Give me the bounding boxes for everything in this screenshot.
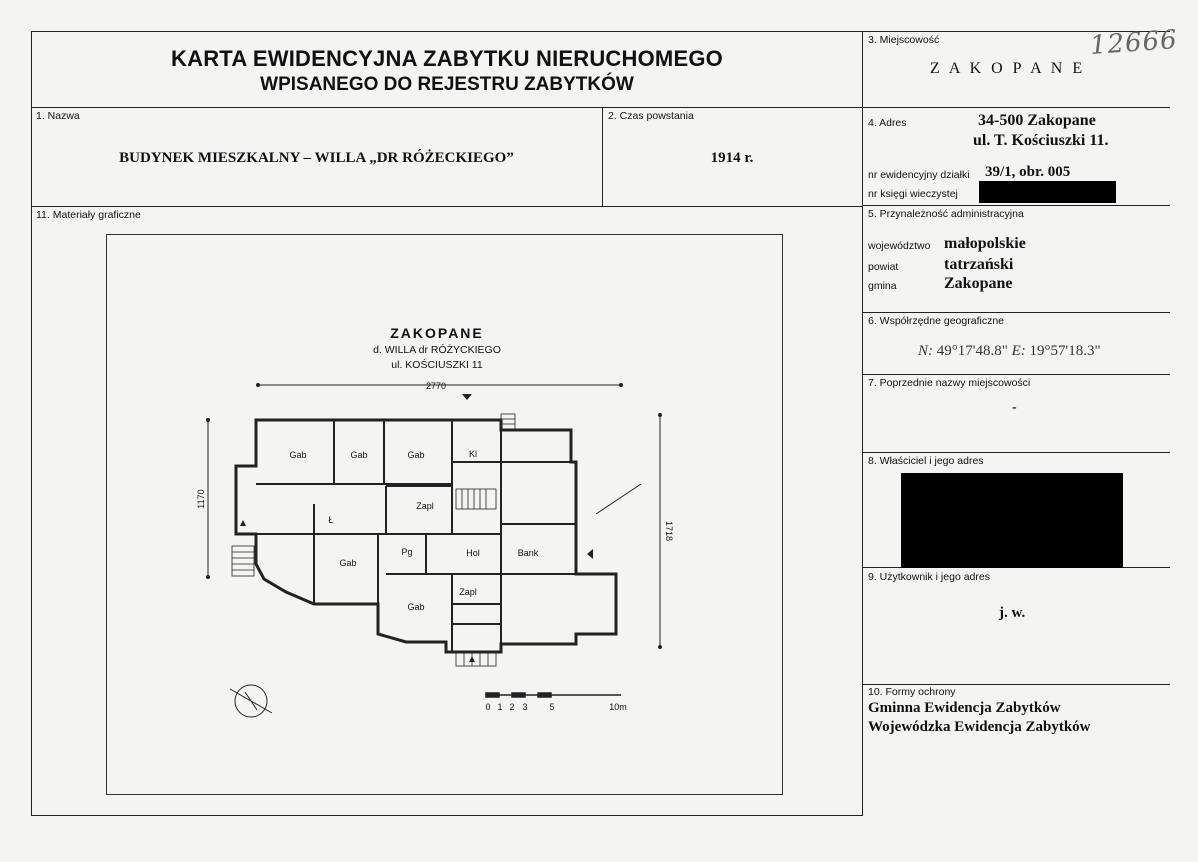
rline-1 <box>862 107 1170 108</box>
locality-value: Z A K O P A N E <box>930 60 1086 77</box>
address-label: 4. Adres <box>868 117 907 129</box>
plot-label: nr ewidencyjny działki <box>868 169 970 181</box>
municipality-label: gmina <box>868 280 897 292</box>
rline-2 <box>862 205 1170 206</box>
coords-e-value: 19°57'18.3" <box>1029 343 1101 359</box>
coords-n-value: 49°17'48.8" <box>936 343 1008 359</box>
name-bottom <box>31 206 863 207</box>
previous-names-value: - <box>1012 400 1017 415</box>
protection-line1: Gminna Ewidencja Zabytków <box>868 700 1061 716</box>
frame-top <box>31 31 1170 32</box>
rline-4 <box>862 374 1170 375</box>
room-pg: Pg <box>401 547 413 557</box>
scale-label-1: 1 <box>497 702 503 712</box>
rline-7 <box>862 684 1170 685</box>
scale-label-5: 5 <box>549 702 555 712</box>
registry-number: 12666 <box>1089 24 1179 62</box>
room-hol: Hol <box>466 548 480 558</box>
protection-label: 10. Formy ochrony <box>868 686 956 698</box>
owner-redaction <box>901 473 1123 568</box>
coords-row <box>918 343 1101 360</box>
plan-title: ZAKOPANE <box>390 325 484 341</box>
stairs-top <box>501 414 515 430</box>
room-zapl-1: Zapl <box>416 501 434 511</box>
entry-arrow-right <box>587 549 593 559</box>
name-label: 1. Nazwa <box>36 110 80 122</box>
room-gab-1: Gab <box>289 450 307 460</box>
floor-plan <box>106 234 783 795</box>
protection-line2: Wojewódzka Ewidencja Zabytków <box>868 719 1091 735</box>
coords-e-label: E: <box>1011 343 1026 359</box>
plan-subtitle-1: d. WILLA dr RÓŻYCKIEGO <box>373 344 501 356</box>
address-line2: ul. T. Kościuszki 11. <box>973 132 1109 149</box>
entry-arrow-left <box>240 520 246 526</box>
name-value: BUDYNEK MIESZKALNY – WILLA „DR RÓŻECKIEGO” <box>119 150 514 166</box>
graphics-label: 11. Materiały graficzne <box>36 209 141 221</box>
user-label: 9. Użytkownik i jego adres <box>868 571 990 583</box>
address-line1: 34-500 Zakopane <box>978 112 1096 129</box>
plot-value: 39/1, obr. 005 <box>985 164 1071 180</box>
scale-label-3: 3 <box>522 702 528 712</box>
owner-label: 8. Właściciel i jego adres <box>868 455 984 467</box>
stairs-bottom <box>456 652 496 666</box>
user-value: j. w. <box>999 605 1026 621</box>
scale-label-0: 0 <box>485 702 491 712</box>
created-label: 2. Czas powstania <box>608 110 694 122</box>
municipality-value: Zakopane <box>944 275 1013 292</box>
scale-label-2: 2 <box>509 702 515 712</box>
room-kl: Kl <box>468 449 478 459</box>
card-title: KARTA EWIDENCYJNA ZABYTKU NIERUCHOMEGO <box>171 46 723 71</box>
column-divider <box>862 31 863 816</box>
entry-arrow-top <box>462 394 472 400</box>
plan-subtitle-2: ul. KOŚCIUSZKI 11 <box>391 359 483 371</box>
coords-label: 6. Współrzędne geograficzne <box>868 315 1004 327</box>
room-gab-4: Gab <box>339 558 357 568</box>
stairs-left <box>232 546 254 576</box>
entry-arrow-bottom <box>469 656 475 662</box>
voivodeship-label: województwo <box>868 240 931 252</box>
county-label: powiat <box>868 261 899 273</box>
room-zapl-2: Zapl <box>459 587 477 597</box>
dim-right: 1718 <box>664 520 674 542</box>
room-gab-2: Gab <box>350 450 368 460</box>
previous-names-label: 7. Poprzednie nazwy miejscowości <box>868 377 1031 389</box>
coords-n-label: N: <box>918 343 933 359</box>
room-bank: Bank <box>517 548 539 558</box>
voivodeship-value: małopolskie <box>944 235 1026 252</box>
frame-bottom <box>31 815 863 816</box>
rline-5 <box>862 452 1170 453</box>
admin-label: 5. Przynależność administracyjna <box>868 208 1024 220</box>
header-bottom <box>31 107 863 108</box>
room-gab-5: Gab <box>407 602 425 612</box>
dim-width: 2770 <box>425 381 447 391</box>
locality-label: 3. Miejscowość <box>868 34 940 46</box>
frame-left <box>31 31 32 816</box>
county-value: tatrzański <box>944 256 1014 273</box>
created-value: 1914 r. <box>710 150 754 166</box>
card-subtitle: WPISANEGO DO REJESTRU ZABYTKÓW <box>260 74 634 95</box>
room-l: Ł <box>328 515 334 525</box>
room-gab-3: Gab <box>407 450 425 460</box>
rline-3 <box>862 312 1170 313</box>
dim-left: 1170 <box>196 489 206 509</box>
land-register-label: nr księgi wieczystej <box>868 188 958 200</box>
scale-label-10: 10m <box>609 702 627 712</box>
land-register-redaction <box>979 181 1116 203</box>
